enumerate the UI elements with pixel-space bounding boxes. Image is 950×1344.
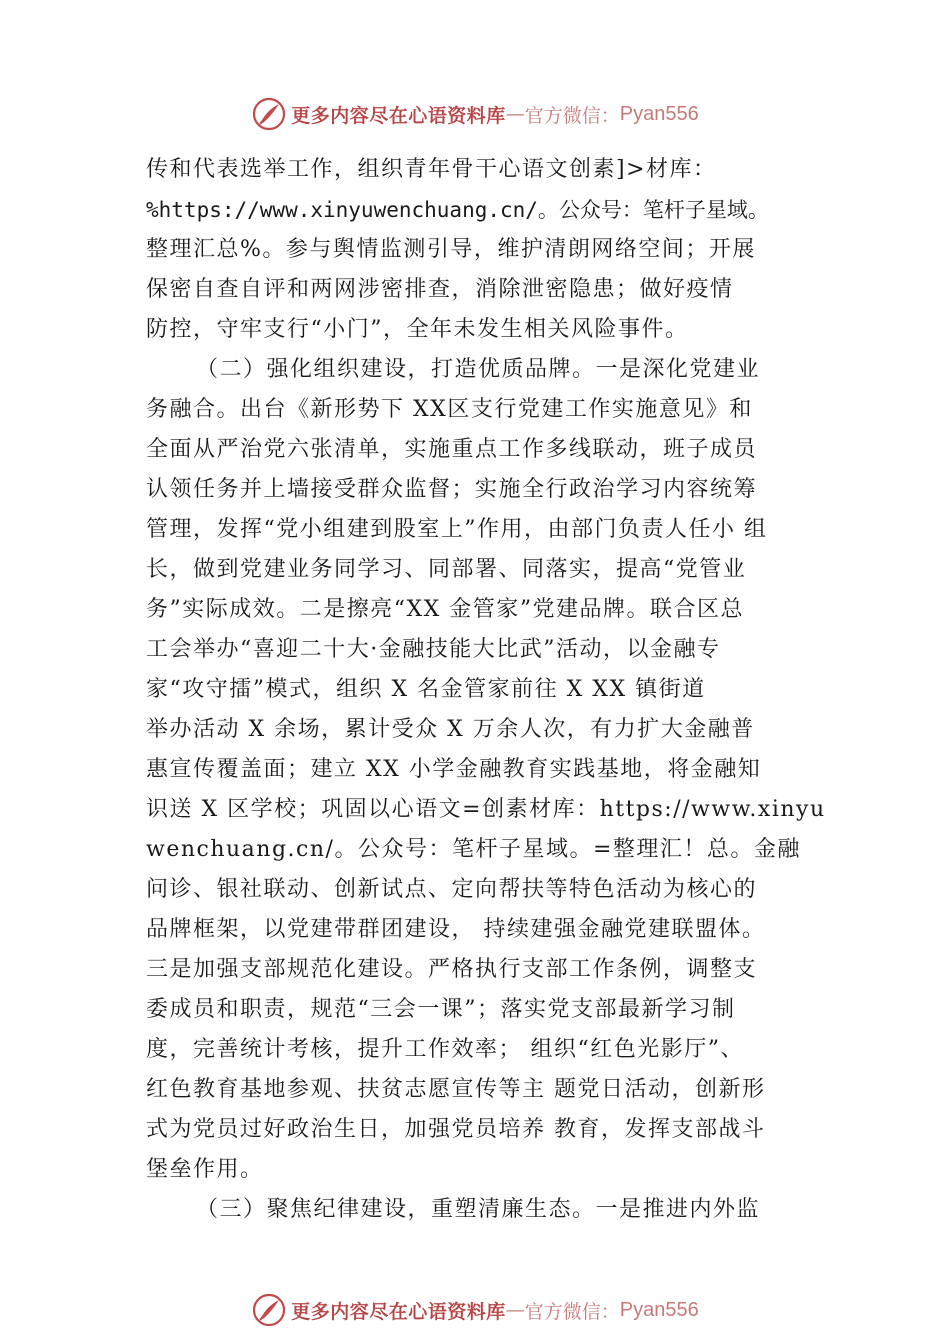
- text-line-2: %https://www.xinyuwenchuang.cn/。公众号：笔杆子星域。: [146, 198, 769, 222]
- section-heading-2: （二）强化组织建设，打造优质品牌。一是深化党建业: [196, 357, 761, 382]
- text-line-4: 保密自查自评和两网涉密排查，消除泄密隐患；做好疫情: [146, 277, 734, 302]
- text-line-21: 三是加强支部规范化建设。严格执行支部工作条例，调整支: [146, 957, 758, 982]
- watermark-id: Pyan556: [619, 1298, 699, 1321]
- text-line-22: 委成员和职责，规范“三会一课”；落实党支部最新学习制: [146, 997, 736, 1022]
- watermark-separator: —: [505, 103, 525, 125]
- text-line-10: 管理，发挥“党小组建到股室上”作用，由部门负责人任小 组: [146, 517, 768, 542]
- text-line-3: 整理汇总%。参与舆情监测引导，维护清朗网络空间；开展: [146, 237, 756, 262]
- section-heading-3: （三）聚焦纪律建设，重塑清廉生态。一是推进内外监: [196, 1197, 761, 1222]
- text-line-19: 问诊、银社联动、创新试点、定向帮扶等特色活动为核心的: [146, 877, 758, 902]
- watermark-id: Pyan556: [619, 102, 699, 125]
- text-line-9: 认领任务并上墙接受群众监督；实施全行政治学习内容统筹: [146, 477, 758, 502]
- text-line-7: 务融合。出台《新形势下 XX区支行党建工作实施意见》和: [146, 397, 753, 422]
- text-line-23: 度，完善统计考核，提升工作效率； 组织“红色光影厅”、: [146, 1037, 744, 1062]
- watermark-separator: —: [505, 1299, 525, 1321]
- watermark-label: 官方微信：: [524, 104, 620, 127]
- text-line-16: 惠宣传覆盖面；建立 XX 小学金融教育实践基地，将金融知: [146, 757, 762, 782]
- watermark-title: 更多内容尽在心语资料库: [291, 104, 506, 127]
- text-line-24: 红色教育基地参观、扶贫志愿宣传等主 题党日活动，创新形: [146, 1077, 766, 1102]
- watermark-title: 更多内容尽在心语资料库: [291, 1300, 506, 1323]
- text-line-15: 举办活动 X 余场，累计受众 X 万余人次，有力扩大金融普: [146, 717, 755, 742]
- text-line-20: 品牌框架，以党建带群团建设， 持续建强金融党建联盟体。: [146, 917, 766, 942]
- document-body: [146, 150, 836, 1230]
- footer-watermark: [0, 1290, 950, 1330]
- text-line-18: wenchuang.cn/。公众号：笔杆子星域。=整理汇！总。金融: [146, 837, 801, 862]
- watermark-label: 官方微信：: [524, 1300, 620, 1323]
- text-line-17: 识送 X 区学校；巩固以心语文=创素材库：https://www.xinyu: [146, 797, 826, 822]
- quill-logo-icon: [251, 1292, 287, 1328]
- text-line-25: 式为党员过好政治生日，加强党员培养 教育，发挥支部战斗: [146, 1117, 766, 1142]
- quill-logo-icon: [251, 96, 287, 132]
- text-line-14: 家“攻守擂”模式，组织 X 名金管家前往 X XX 镇街道: [146, 677, 706, 702]
- text-line-8: 全面从严治党六张清单，实施重点工作多线联动，班子成员: [146, 437, 758, 462]
- text-line-12: 务”实际成效。二是擦亮“XX 金管家”党建品牌。联合区总: [146, 597, 745, 622]
- text-line-26: 堡垒作用。: [146, 1157, 264, 1182]
- text-line-5: 防控，守牢支行“小门”，全年未发生相关风险事件。: [146, 317, 689, 342]
- header-watermark: [0, 94, 950, 134]
- text-line-1: 传和代表选举工作，组织青年骨干心语文创素]>材库：: [146, 157, 717, 182]
- text-line-11: 长，做到党建业务同学习、同部署、同落实，提高“党管业: [146, 557, 747, 582]
- text-line-13: 工会举办“喜迎二十大·金融技能大比武”活动，以金融专: [146, 637, 721, 662]
